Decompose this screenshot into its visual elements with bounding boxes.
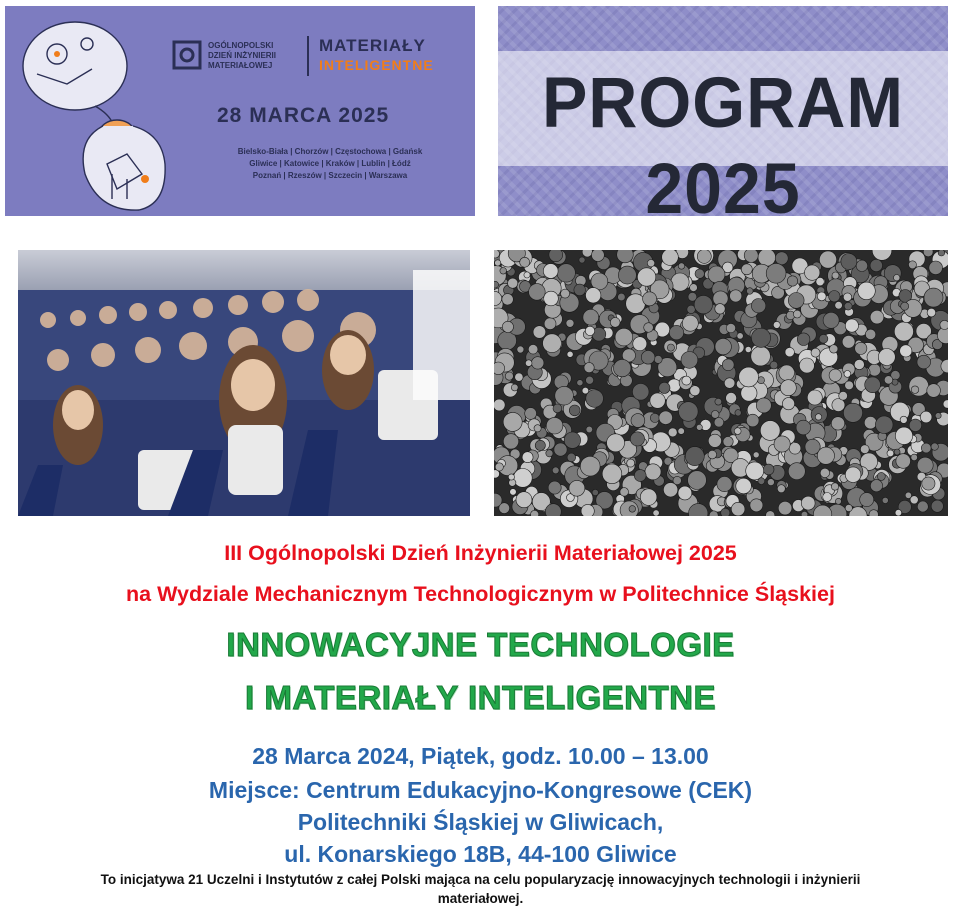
headline-line1: III Ogólnopolski Dzień Inżynierii Materiałowej 2025: [224, 541, 737, 565]
event-place-line1: Miejsce: Centrum Edukacyjno-Kongresowe (CEK): [208, 777, 753, 803]
event-banner: [5, 6, 475, 216]
banner-divider: [307, 36, 309, 76]
banner-title-line1: MATERIAŁY: [319, 36, 426, 55]
banner-cities: Bielsko-Biała | Chorzów | Częstochowa | Gdańsk Gliwice | Katowice | Kraków | Lublin | Łódź Poznań | Rzeszów | Szczecin | Warszawa: [237, 147, 423, 180]
event-address: ul. Konarskiego 18B, 44-100 Gliwice: [284, 841, 677, 867]
banner-title-line2: INTELIGENTNE: [319, 57, 434, 73]
audience-photo: [18, 250, 470, 516]
theme-line1: INNOWACYJNE TECHNOLOGIE: [226, 626, 735, 663]
theme-line2: I MATERIAŁY INTELIGENTNE: [245, 679, 716, 716]
program-title: PROGRAM 2025: [541, 63, 905, 216]
headline-line2: na Wydziale Mechanicznym Technologicznym w Politechnice Śląskiej: [126, 582, 835, 606]
event-date-time: 28 Marca 2024, Piątek, godz. 10.00 – 13.00: [252, 743, 709, 769]
organizer-name: OGÓLNOPOLSKI DZIEŃ INŻYNIERII MATERIAŁOWEJ: [208, 41, 277, 70]
microscope-particles-photo: [494, 250, 948, 516]
program-banner: [498, 6, 948, 216]
flask-illustration: [17, 14, 167, 214]
event-place-line2: Politechniki Śląskiej w Gliwicach,: [297, 809, 664, 835]
conference-logo-icon: [172, 40, 202, 70]
description-line1: To inicjatywa 21 Uczelni i Instytutów z całej Polski mająca na celu popularyzację innowacyjnych technologii i inżynierii: [100, 872, 861, 887]
description-line2: materiałowej.: [437, 891, 524, 906]
banner-date: 28 MARCA 2025: [217, 104, 390, 127]
